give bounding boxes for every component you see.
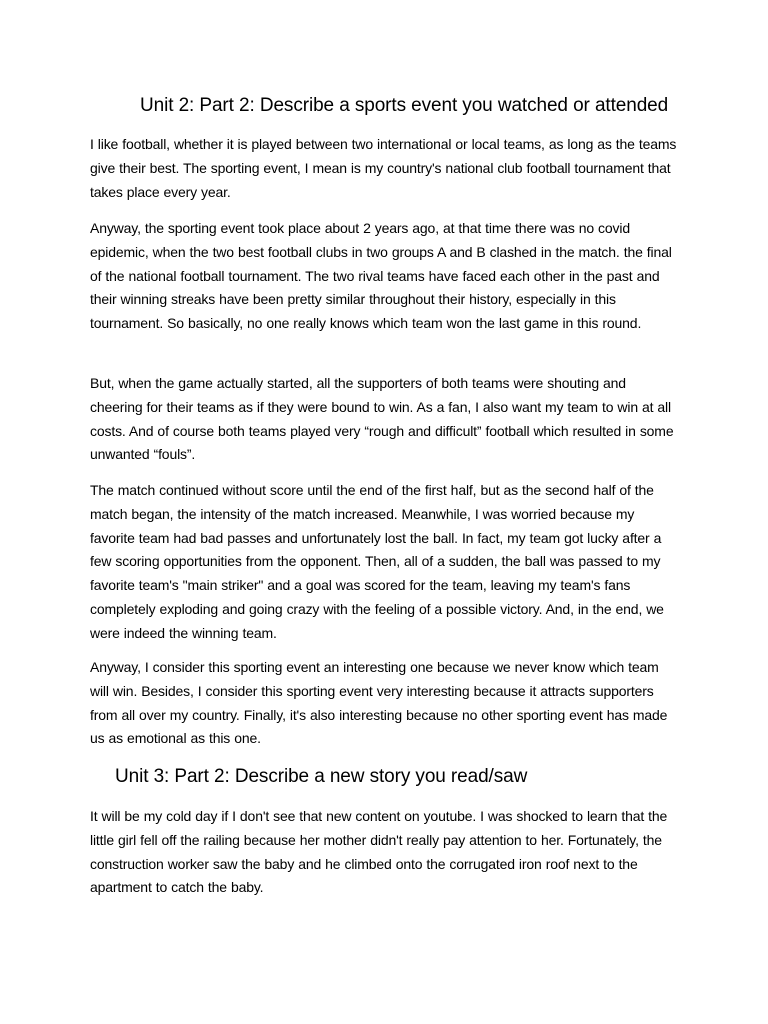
section-heading-unit-2: Unit 2: Part 2: Describe a sports event you watched or attended — [140, 95, 669, 116]
paragraph: I like football, whether it is played between two international or local teams, as long as the teams give their best. The sporting event, I mean is my country's national club football tournament that takes place every year. — [90, 136, 677, 200]
paragraph: Anyway, the sporting event took place about 2 years ago, at that time there was no covid epidemic, when the two best football clubs in two groups A and B clashed in the match. the final of the national football tournament. The two rival teams have faced each other in the past and their winning streaks have been pretty similar throughout their history, especially in this tournament. So basically, no one really knows which team won the last game in this round. — [90, 220, 672, 332]
paragraph: Anyway, I consider this sporting event an interesting one because we never know which team will win. Besides, I consider this sporting event very interesting because it attracts supporters from all over my country. Finally, it's also interesting because no other sporting event has made us as emotional as this one. — [90, 659, 668, 747]
paragraph: But, when the game actually started, all the supporters of both teams were shouting and cheering for their teams as if they were bound to win. As a fan, I also want my team to win at all costs. And of course both teams played very “rough and difficult” football which resulted in some unwanted “fouls”. — [90, 375, 674, 463]
paragraph: The match continued without score until the end of the first half, but as the second half of the match began, the intensity of the match increased. Meanwhile, I was worried because my favorite team had bad passes and unfortunately lost the ball. In fact, my team got lucky after a few scoring opportunities from the opponent. Then, all of a sudden, the ball was passed to my favorite team's "main striker" and a goal was scored for the team, leaving my team's fans completely exploding and going crazy with the feeling of a possible victory. And, in the end, we were indeed the winning team. — [90, 482, 664, 641]
paragraph: It will be my cold day if I don't see that new content on youtube. I was shocked to learn that the little girl fell off the railing because her mother didn't really pay attention to her. Fortunately, the construction worker saw the baby and he climbed onto the corrugated iron roof next to the apartment to catch the baby. — [90, 808, 668, 896]
section-heading-unit-3: Unit 3: Part 2: Describe a new story you read/saw — [115, 766, 528, 787]
